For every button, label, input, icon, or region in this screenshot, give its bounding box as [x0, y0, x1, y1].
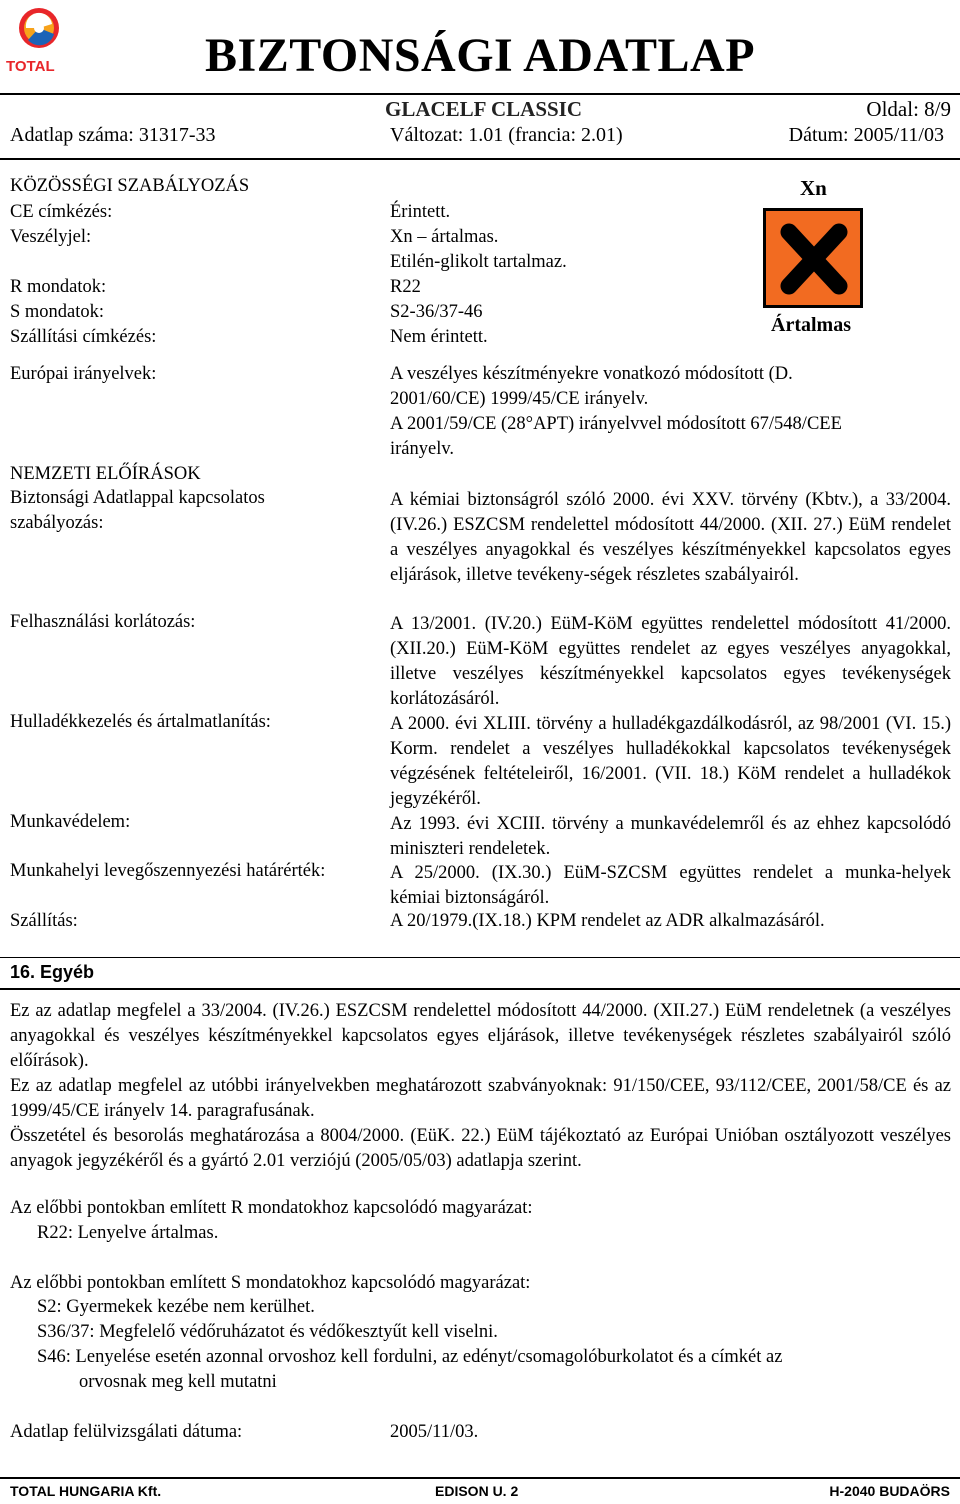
s3637-explanation: S36/37: Megfelelő védőruházatot és védőkesztyűt kell viselni. — [37, 1322, 498, 1342]
transport-text: A 20/1979.(IX.18.) KPM rendelet az ADR alkalmazásáról. — [390, 911, 825, 931]
review-date-value: 2005/11/03. — [390, 1422, 479, 1442]
harmful-x-icon — [763, 208, 863, 308]
transport-label: Szállítás: — [10, 911, 78, 931]
r-explanation-intro: Az előbbi pontokban említett R mondatokhoz kapcsolódó magyarázat: — [10, 1198, 533, 1218]
hazard-label: Ártalmas — [771, 314, 851, 336]
hazard-sign-value: Xn – ártalmas. — [390, 227, 499, 247]
header-rule — [0, 93, 960, 95]
document-title: BIZTONSÁGI ADATLAP — [205, 29, 756, 82]
product-name: GLACELF CLASSIC — [385, 97, 583, 121]
national-heading: NEMZETI ELŐÍRÁSOK — [10, 464, 201, 484]
air-limit-label: Munkahelyi levegőszennyezési határérték: — [10, 861, 326, 881]
eu-heading: KÖZÖSSÉGI SZABÁLYOZÁS — [10, 176, 250, 196]
footer-street: EDISON U. 2 — [435, 1483, 519, 1499]
work-safety-text: Az 1993. évi XCIII. törvény a munkavédelemről és az ehhez kapcsolódó miniszteri rendeletek. — [390, 814, 951, 859]
review-date-label: Adatlap felülvizsgálati dátuma: — [10, 1422, 243, 1442]
hazard-sign-label: Veszélyjel: — [10, 227, 92, 247]
restriction-label: Felhasználási korlátozás: — [10, 612, 196, 632]
eu-directive-line: A veszélyes készítményekre vonatkozó módosított (D. — [390, 364, 793, 384]
contains-value: Etilén-glikolt tartalmaz. — [390, 252, 567, 272]
footer-company: TOTAL HUNGARIA Kft. — [10, 1483, 162, 1499]
ce-value: Érintett. — [390, 202, 451, 222]
section-16-paragraph: Ez az adatlap megfelel az utóbbi irányelvekben meghatározott szabványoknak: 91/150/CEE, 93/112/CEE, 2001/58/CE és az 1999/45/CE irányelv 14. paragrafusának. — [10, 1076, 951, 1121]
r22-explanation: R22: Lenyelve ártalmas. — [37, 1223, 219, 1243]
version: Változat: 1.01 (francia: 2.01) — [390, 124, 623, 146]
s2-explanation: S2: Gyermekek kezébe nem kerülhet. — [37, 1297, 315, 1317]
footer-city: H-2040 BUDAÖRS — [829, 1483, 950, 1499]
section-rule — [0, 957, 960, 958]
sheet-number: Adatlap száma: 31317-33 — [10, 124, 216, 146]
r-phrases-label: R mondatok: — [10, 277, 107, 297]
section-16-paragraph: Összetétel és besorolás meghatározása a 8004/2000. (EüK. 22.) EüM tájékoztató az Európai Unióban osztályozott veszélyes anyagok jegyzékéről és a gyártó 2.01 verziójú (2005/05/03) adatlapja szerint. — [10, 1126, 951, 1171]
footer-rule — [0, 1477, 960, 1479]
waste-text: A 2000. évi XLIII. törvény a hulladékgazdálkodásról, az 98/2001 (VI. 15.) Korm. rendelet a veszélyes hulladékokkal kapcsolatos tevékenységek végzésének feltételeiről, 16/2001. (VII. 18.) KöM rendelet a hulladékok jegyzékéről. — [390, 714, 951, 809]
restriction-text: A 13/2001. (IV.20.) EüM-KöM együttes rendelettel módosított 41/2000. (XII.20.) EüM-KöM együttes rendelet az egyes veszélyes anyagokkal, illetve veszélyes készítményekkel kapcsolatos egyes tevékenységek korlátozásáról. — [390, 614, 951, 709]
section-16-rule — [0, 988, 960, 990]
s-explanation-intro: Az előbbi pontokban említett S mondatokhoz kapcsolódó magyarázat: — [10, 1273, 531, 1293]
eu-directive-line: A 2001/59/CE (28°APT) irányelvvel módosított 67/548/CEE — [390, 414, 842, 434]
logo-text: TOTAL — [6, 58, 55, 75]
date: Dátum: 2005/11/03 — [788, 124, 944, 146]
eu-directive-line: irányelv. — [390, 439, 455, 459]
eu-directives-label: Európai irányelvek: — [10, 364, 157, 384]
waste-label: Hulladékkezelés és ártalmatlanítás: — [10, 712, 271, 732]
safety-sheet-text: A kémiai biztonságról szóló 2000. évi XXV. törvény (Kbtv.), a 33/2004. (IV.26.) ESZCSM rendelettel módosított 44/2000. (XII. 27.) EüM rendelet a veszélyes anyagokkal és veszélyes készítményekkel kapcsolatos egyes eljárások, illetve tevékeny-ségek részletes szabályairól. — [390, 490, 951, 585]
s-phrases-label: S mondatok: — [10, 302, 105, 322]
transport-label-label: Szállítási címkézés: — [10, 327, 157, 347]
page-number: Oldal: 8/9 — [866, 97, 951, 121]
section-16-paragraph: Ez az adatlap megfelel a 33/2004. (IV.26.) ESZCSM rendelettel módosított 44/2000. (XII.27.) EüM rendeletnek (a veszélyes anyagokkal és veszélyes készítményekkel kapcsolatos egyes eljárások, illetve tevékenységek részletes szabályairól szóló előírások). — [10, 1001, 951, 1071]
safety-sheet-label: Biztonsági Adatlappal kapcsolatos — [10, 488, 265, 508]
s46-explanation-cont: orvosnak meg kell mutatni — [79, 1372, 277, 1392]
hazard-code: Xn — [800, 176, 827, 200]
ce-label: CE címkézés: — [10, 202, 113, 222]
header-bottom-rule — [0, 158, 960, 160]
eu-directive-line: 2001/60/CE) 1999/45/CE irányelv. — [390, 389, 649, 409]
transport-label-value: Nem érintett. — [390, 327, 488, 347]
work-safety-label: Munkavédelem: — [10, 812, 131, 832]
total-logo — [8, 4, 70, 74]
section-16-heading: 16. Egyéb — [10, 962, 95, 982]
s-phrases-value: S2-36/37-46 — [390, 302, 483, 322]
safety-sheet-label-2: szabályozás: — [10, 513, 104, 533]
s46-explanation: S46: Lenyelése esetén azonnal orvoshoz kell fordulni, az edényt/csomagolóburkolatot és a címkét az — [37, 1347, 783, 1367]
air-limit-text: A 25/2000. (IX.30.) EüM-SZCSM együttes rendelet a munka-helyek kémiai biztonságáról. — [390, 863, 951, 908]
r-phrases-value: R22 — [390, 277, 421, 297]
